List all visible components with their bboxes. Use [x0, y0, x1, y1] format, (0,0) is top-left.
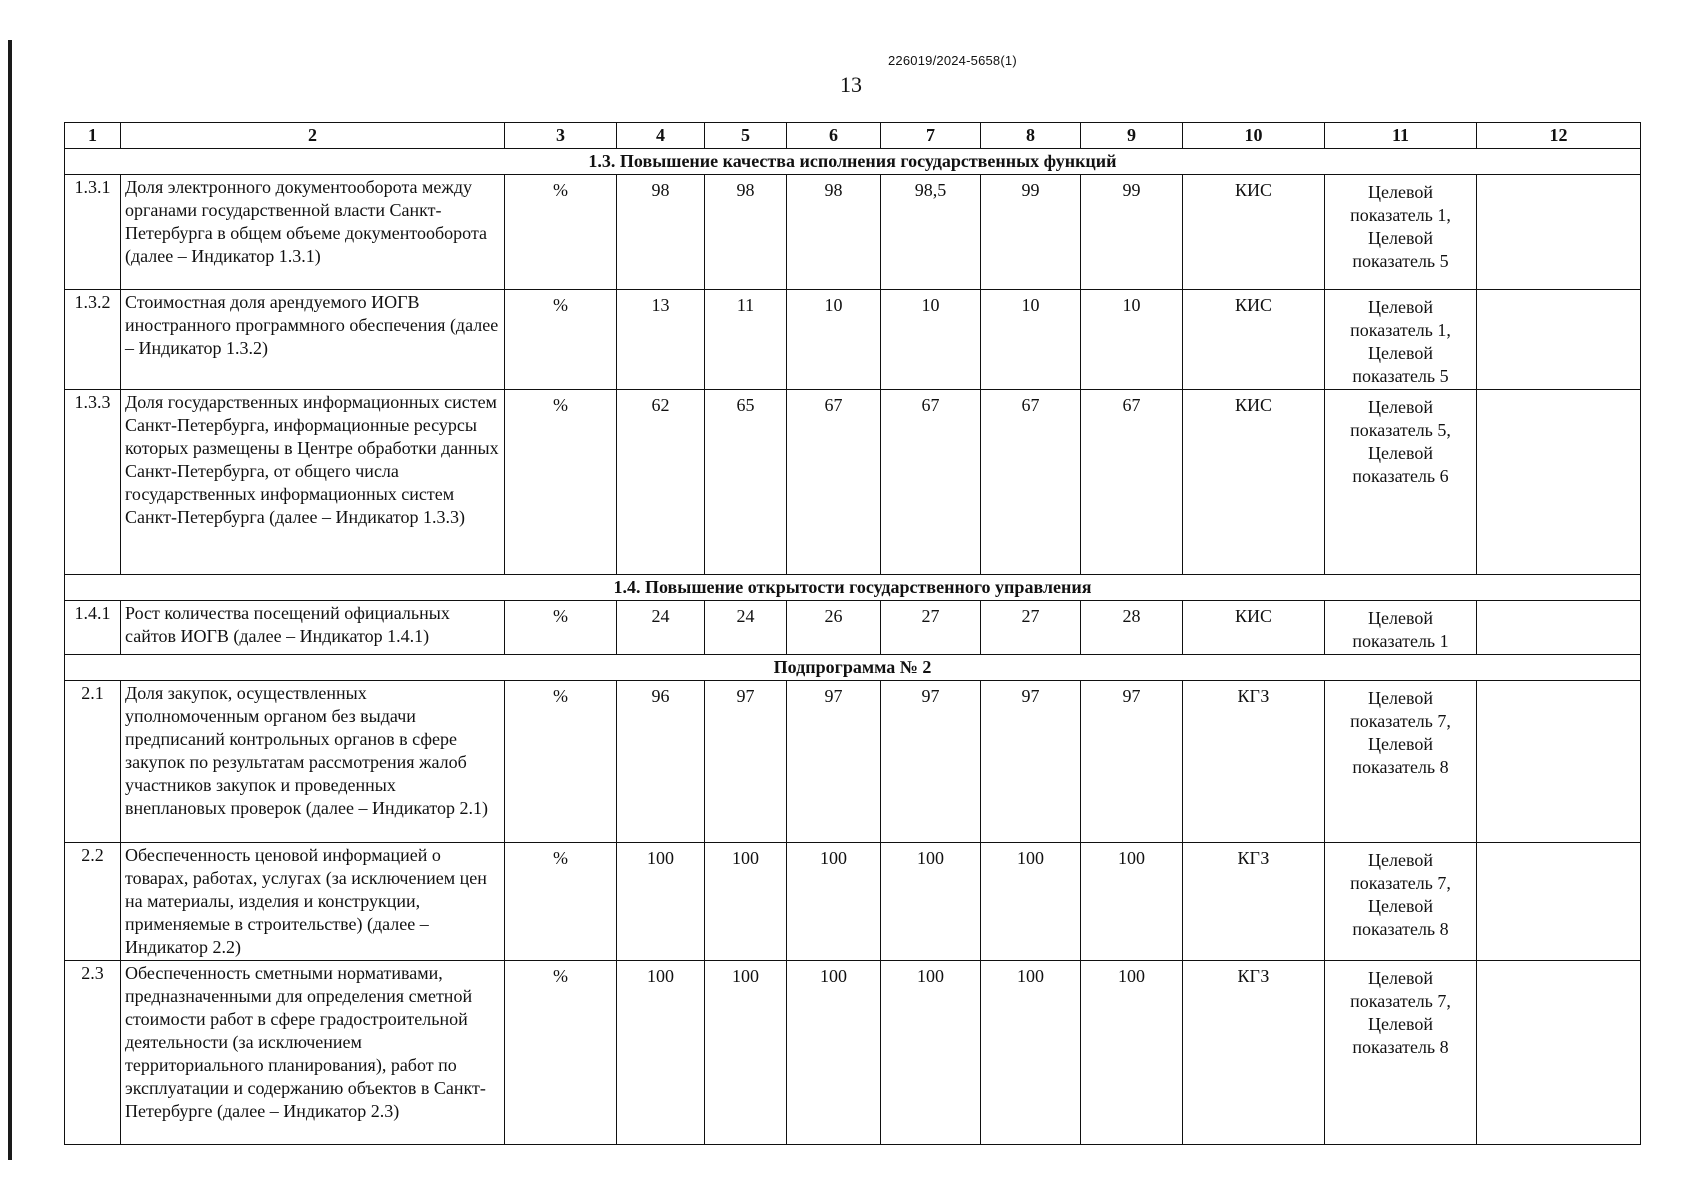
- unit-cell: %: [505, 175, 617, 290]
- value-cell: 100: [881, 961, 981, 1145]
- indicator-description: Доля государственных информационных систем Санкт-Петербурга, информационные ресурсы которых размещены в Центре обработки данных Санкт-Петербурга, от общего числа государственных информационных систем Санкт-Петербурга (далее – Индикатор 1.3.3): [121, 390, 505, 575]
- responsible-cell: КИС: [1183, 290, 1325, 390]
- value-cell: 100: [705, 843, 787, 961]
- empty-cell: [1477, 681, 1641, 843]
- header-row: [65, 123, 1641, 149]
- responsible-cell: КИС: [1183, 601, 1325, 655]
- value-cell: 99: [981, 175, 1081, 290]
- table-row: [65, 601, 1641, 655]
- responsible-cell: КИС: [1183, 175, 1325, 290]
- column-header: 5: [705, 123, 787, 149]
- value-cell: 26: [787, 601, 881, 655]
- target-indicator-cell: Целевой показатель 5, Целевой показатель 6: [1325, 390, 1477, 575]
- value-cell: 28: [1081, 601, 1183, 655]
- table-row: [65, 961, 1641, 1145]
- value-cell: 100: [981, 843, 1081, 961]
- column-header: 3: [505, 123, 617, 149]
- document-id: 226019/2024-5658(1): [888, 53, 1017, 68]
- value-cell: 62: [617, 390, 705, 575]
- value-cell: 100: [787, 961, 881, 1145]
- indicator-description: Стоимостная доля арендуемого ИОГВ иностранного программного обеспечения (далее – Индикатор 1.3.2): [121, 290, 505, 390]
- column-header: 1: [65, 123, 121, 149]
- value-cell: 100: [881, 843, 981, 961]
- unit-cell: %: [505, 843, 617, 961]
- table-row: [65, 290, 1641, 390]
- section-title: 1.3. Повышение качества исполнения государственных функций: [65, 149, 1641, 175]
- value-cell: 24: [617, 601, 705, 655]
- table-row: [65, 175, 1641, 290]
- target-indicator-cell: Целевой показатель 1, Целевой показатель 5: [1325, 175, 1477, 290]
- value-cell: 97: [1081, 681, 1183, 843]
- row-number: 2.1: [65, 681, 121, 843]
- target-indicator-cell: Целевой показатель 1: [1325, 601, 1477, 655]
- table-row: [65, 681, 1641, 843]
- value-cell: 98: [787, 175, 881, 290]
- scan-edge-line: [8, 40, 12, 1160]
- row-number: 1.4.1: [65, 601, 121, 655]
- unit-cell: %: [505, 601, 617, 655]
- value-cell: 100: [1081, 843, 1183, 961]
- empty-cell: [1477, 390, 1641, 575]
- value-cell: 98,5: [881, 175, 981, 290]
- value-cell: 67: [881, 390, 981, 575]
- column-header: 6: [787, 123, 881, 149]
- target-indicator-cell: Целевой показатель 7, Целевой показатель 8: [1325, 843, 1477, 961]
- unit-cell: %: [505, 290, 617, 390]
- row-number: 1.3.1: [65, 175, 121, 290]
- column-header: 12: [1477, 123, 1641, 149]
- column-header: 11: [1325, 123, 1477, 149]
- value-cell: 97: [981, 681, 1081, 843]
- value-cell: 10: [981, 290, 1081, 390]
- column-header: 4: [617, 123, 705, 149]
- empty-cell: [1477, 290, 1641, 390]
- unit-cell: %: [505, 961, 617, 1145]
- target-indicator-cell: Целевой показатель 7, Целевой показатель 8: [1325, 681, 1477, 843]
- value-cell: 100: [617, 961, 705, 1145]
- indicator-description: Обеспеченность ценовой информацией о товарах, работах, услугах (за исключением цен на материалы, изделия и конструкции, применяемые в строительстве) (далее – Индикатор 2.2): [121, 843, 505, 961]
- value-cell: 100: [1081, 961, 1183, 1145]
- indicator-description: Доля закупок, осуществленных уполномоченным органом без выдачи предписаний контрольных органов в сфере закупок по результатам рассмотрения жалоб участников закупок и проведенных внеплановых проверок (далее – Индикатор 2.1): [121, 681, 505, 843]
- section-row: [65, 149, 1641, 175]
- value-cell: 100: [787, 843, 881, 961]
- value-cell: 10: [787, 290, 881, 390]
- target-indicator-cell: Целевой показатель 7, Целевой показатель 8: [1325, 961, 1477, 1145]
- column-header: 2: [121, 123, 505, 149]
- value-cell: 97: [881, 681, 981, 843]
- value-cell: 27: [981, 601, 1081, 655]
- column-header: 9: [1081, 123, 1183, 149]
- section-row: [65, 655, 1641, 681]
- empty-cell: [1477, 601, 1641, 655]
- section-title: Подпрограмма № 2: [65, 655, 1641, 681]
- row-number: 2.3: [65, 961, 121, 1145]
- value-cell: 24: [705, 601, 787, 655]
- column-header: 8: [981, 123, 1081, 149]
- empty-cell: [1477, 843, 1641, 961]
- section-title: 1.4. Повышение открытости государственного управления: [65, 575, 1641, 601]
- responsible-cell: КГЗ: [1183, 681, 1325, 843]
- value-cell: 11: [705, 290, 787, 390]
- target-indicator-cell: Целевой показатель 1, Целевой показатель 5: [1325, 290, 1477, 390]
- column-header: 7: [881, 123, 981, 149]
- value-cell: 67: [787, 390, 881, 575]
- page-number: 13: [840, 72, 862, 97]
- value-cell: 100: [981, 961, 1081, 1145]
- value-cell: 67: [1081, 390, 1183, 575]
- indicator-description: Рост количества посещений официальных сайтов ИОГВ (далее – Индикатор 1.4.1): [121, 601, 505, 655]
- value-cell: 98: [705, 175, 787, 290]
- unit-cell: %: [505, 390, 617, 575]
- unit-cell: %: [505, 681, 617, 843]
- indicator-description: Доля электронного документооборота между органами государственной власти Санкт-Петербурга в общем объеме документооборота (далее – Индикатор 1.3.1): [121, 175, 505, 290]
- value-cell: 10: [1081, 290, 1183, 390]
- table-row: [65, 390, 1641, 575]
- empty-cell: [1477, 175, 1641, 290]
- responsible-cell: КГЗ: [1183, 961, 1325, 1145]
- table-row: [65, 843, 1641, 961]
- value-cell: 65: [705, 390, 787, 575]
- row-number: 1.3.3: [65, 390, 121, 575]
- empty-cell: [1477, 961, 1641, 1145]
- indicator-description: Обеспеченность сметными нормативами, предназначенными для определения сметной стоимости работ в сфере градостроительной деятельности (за исключением территориального планирования), работ по эксплуатации и содержанию объектов в Санкт-Петербурге (далее – Индикатор 2.3): [121, 961, 505, 1145]
- value-cell: 99: [1081, 175, 1183, 290]
- value-cell: 100: [705, 961, 787, 1145]
- value-cell: 97: [705, 681, 787, 843]
- value-cell: 96: [617, 681, 705, 843]
- responsible-cell: КИС: [1183, 390, 1325, 575]
- value-cell: 10: [881, 290, 981, 390]
- section-row: [65, 575, 1641, 601]
- value-cell: 98: [617, 175, 705, 290]
- value-cell: 100: [617, 843, 705, 961]
- value-cell: 13: [617, 290, 705, 390]
- column-header: 10: [1183, 123, 1325, 149]
- value-cell: 67: [981, 390, 1081, 575]
- row-number: 1.3.2: [65, 290, 121, 390]
- value-cell: 97: [787, 681, 881, 843]
- row-number: 2.2: [65, 843, 121, 961]
- indicators-table: [64, 122, 1641, 1145]
- responsible-cell: КГЗ: [1183, 843, 1325, 961]
- value-cell: 27: [881, 601, 981, 655]
